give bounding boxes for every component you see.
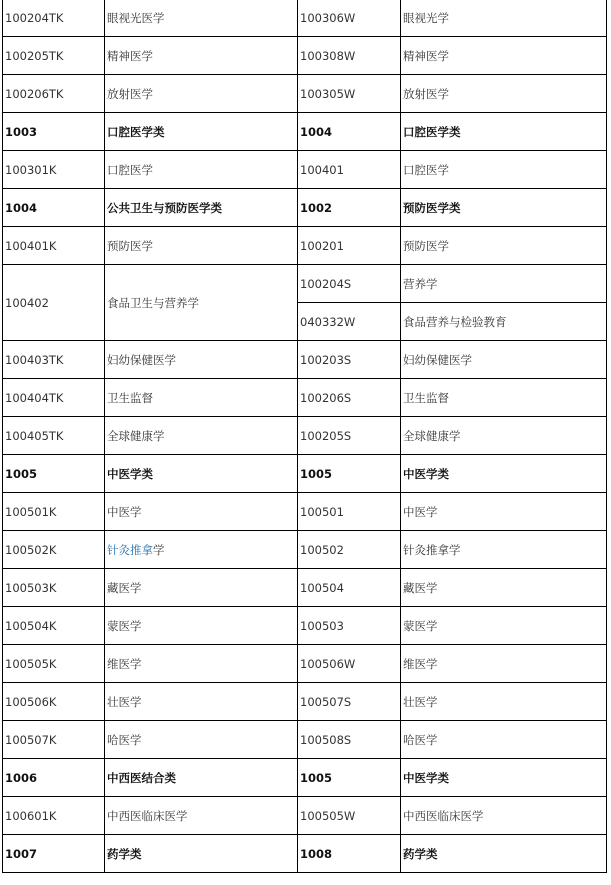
table-row [3, 531, 607, 569]
new-name-cell: 蒙医学 [105, 607, 298, 645]
new-name-cell [105, 531, 298, 569]
old-name-cell: 妇幼保健医学 [401, 341, 607, 379]
table-row [3, 151, 607, 189]
new-name-cell: 口腔医学 [105, 151, 298, 189]
table-row [3, 569, 607, 607]
old-name-cell: 哈医学 [401, 721, 607, 759]
old-name-cell: 中医学类 [401, 455, 607, 493]
new-code-cell: 100506K [3, 683, 105, 721]
old-name-cell: 卫生监督 [401, 379, 607, 417]
new-name-cell: 眼视光医学 [105, 0, 298, 37]
new-code-cell: 100204TK [3, 0, 105, 37]
old-code-cell: 100505W [298, 797, 401, 835]
old-name-cell: 药学类 [401, 835, 607, 873]
new-name-cell: 哈医学 [105, 721, 298, 759]
major-code-table [2, 0, 607, 873]
old-name-cell: 蒙医学 [401, 607, 607, 645]
old-code-cell: 1005 [298, 455, 401, 493]
table-row [3, 493, 607, 531]
old-name-cell: 眼视光学 [401, 0, 607, 37]
table-row [3, 417, 607, 455]
old-code-cell: 1008 [298, 835, 401, 873]
old-code-cell: 100508S [298, 721, 401, 759]
new-code-cell: 1006 [3, 759, 105, 797]
old-name-cell: 全球健康学 [401, 417, 607, 455]
old-name-cell: 口腔医学类 [401, 113, 607, 151]
table-row [3, 683, 607, 721]
old-name-cell: 中西医临床医学 [401, 797, 607, 835]
table-row [3, 0, 607, 37]
table-row [3, 721, 607, 759]
old-code-cell: 100503 [298, 607, 401, 645]
new-name-cell: 放射医学 [105, 75, 298, 113]
old-name-cell: 放射医学 [401, 75, 607, 113]
new-code-cell: 100205TK [3, 37, 105, 75]
keyword-link[interactable]: 针灸推拿 [107, 542, 153, 557]
table-row [3, 341, 607, 379]
new-name-cell: 中西医结合类 [105, 759, 298, 797]
table-row [3, 379, 607, 417]
new-code-cell: 100404TK [3, 379, 105, 417]
new-code-cell: 1007 [3, 835, 105, 873]
new-code-cell: 100405TK [3, 417, 105, 455]
category-row [3, 835, 607, 873]
old-name-cell: 维医学 [401, 645, 607, 683]
new-name-cell: 中西医临床医学 [105, 797, 298, 835]
table-row [3, 227, 607, 265]
table-body [3, 0, 607, 873]
name-suffix: 学 [153, 542, 165, 557]
category-row [3, 455, 607, 493]
old-code-cell: 100506W [298, 645, 401, 683]
new-code-cell: 100402 [3, 265, 105, 341]
new-name-cell: 卫生监督 [105, 379, 298, 417]
new-name-cell: 中医学类 [105, 455, 298, 493]
table-row [3, 75, 607, 113]
new-name-cell: 药学类 [105, 835, 298, 873]
category-row [3, 759, 607, 797]
old-code-cell: 100204S [298, 265, 401, 303]
table-row [3, 607, 607, 645]
new-name-cell: 全球健康学 [105, 417, 298, 455]
new-code-cell: 1004 [3, 189, 105, 227]
new-name-cell: 妇幼保健医学 [105, 341, 298, 379]
old-code-cell: 100501 [298, 493, 401, 531]
old-code-cell: 100305W [298, 75, 401, 113]
new-code-cell: 100502K [3, 531, 105, 569]
new-code-cell: 100507K [3, 721, 105, 759]
new-code-cell: 100505K [3, 645, 105, 683]
old-code-cell: 100203S [298, 341, 401, 379]
old-name-cell: 营养学 [401, 265, 607, 303]
old-name-cell: 针灸推拿学 [401, 531, 607, 569]
old-name-cell: 中医学 [401, 493, 607, 531]
old-name-cell: 食品营养与检验教育 [401, 303, 607, 341]
new-name-cell: 壮医学 [105, 683, 298, 721]
old-name-cell: 精神医学 [401, 37, 607, 75]
new-name-cell: 维医学 [105, 645, 298, 683]
category-row [3, 189, 607, 227]
new-name-cell: 预防医学 [105, 227, 298, 265]
new-code-cell: 100501K [3, 493, 105, 531]
old-code-cell: 1005 [298, 759, 401, 797]
new-name-cell: 精神医学 [105, 37, 298, 75]
old-name-cell: 壮医学 [401, 683, 607, 721]
old-name-cell: 预防医学 [401, 227, 607, 265]
new-code-cell: 100504K [3, 607, 105, 645]
new-code-cell: 100503K [3, 569, 105, 607]
old-code-cell: 100206S [298, 379, 401, 417]
old-code-cell: 100201 [298, 227, 401, 265]
new-code-cell: 100601K [3, 797, 105, 835]
new-code-cell: 100403TK [3, 341, 105, 379]
new-code-cell: 1003 [3, 113, 105, 151]
new-name-cell: 公共卫生与预防医学类 [105, 189, 298, 227]
new-name-cell: 中医学 [105, 493, 298, 531]
new-name-cell: 藏医学 [105, 569, 298, 607]
old-name-cell: 口腔医学 [401, 151, 607, 189]
old-name-cell: 预防医学类 [401, 189, 607, 227]
table-row [3, 645, 607, 683]
old-code-cell: 100504 [298, 569, 401, 607]
new-code-cell: 1005 [3, 455, 105, 493]
old-code-cell: 100306W [298, 0, 401, 37]
old-code-cell: 100308W [298, 37, 401, 75]
old-code-cell: 1004 [298, 113, 401, 151]
old-code-cell: 040332W [298, 303, 401, 341]
old-name-cell: 中医学类 [401, 759, 607, 797]
old-code-cell: 100205S [298, 417, 401, 455]
table-row [3, 37, 607, 75]
table-row [3, 797, 607, 835]
old-code-cell: 1002 [298, 189, 401, 227]
old-code-cell: 100507S [298, 683, 401, 721]
new-code-cell: 100401K [3, 227, 105, 265]
category-row [3, 113, 607, 151]
new-name-cell: 口腔医学类 [105, 113, 298, 151]
old-code-cell: 100401 [298, 151, 401, 189]
new-code-cell: 100206TK [3, 75, 105, 113]
table-row [3, 265, 607, 303]
old-name-cell: 藏医学 [401, 569, 607, 607]
new-name-cell: 食品卫生与营养学 [105, 265, 298, 341]
old-code-cell: 100502 [298, 531, 401, 569]
new-code-cell: 100301K [3, 151, 105, 189]
